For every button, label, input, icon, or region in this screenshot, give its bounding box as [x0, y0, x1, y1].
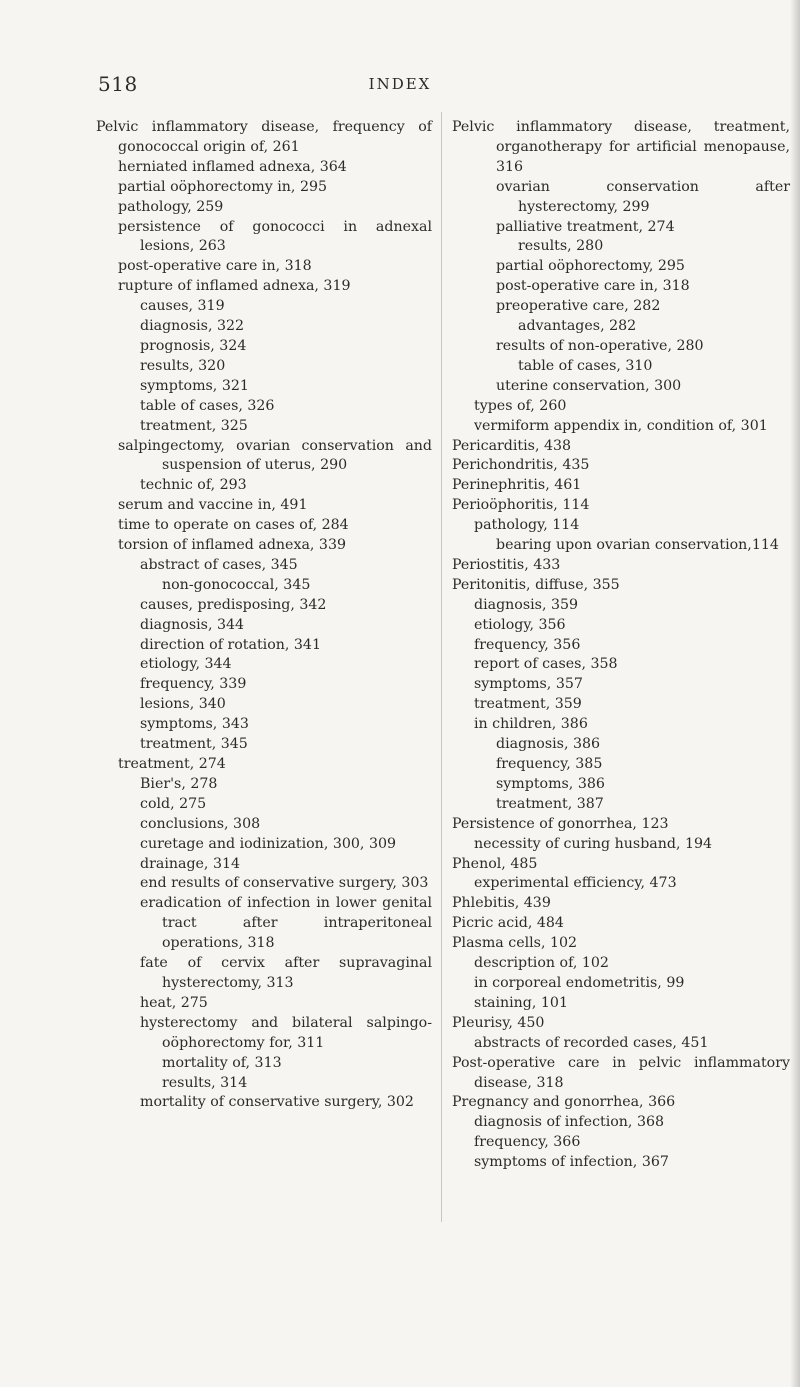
- index-entry: treatment, 345: [140, 736, 248, 753]
- index-entry: mortality of conservative surgery, 302: [140, 1094, 414, 1111]
- index-entry: Plasma cells, 102: [452, 935, 578, 952]
- running-title: INDEX: [368, 75, 432, 93]
- index-entry: Post-operative care in pelvic inflammatory disease, 318: [452, 1054, 790, 1091]
- index-entry: prognosis, 324: [140, 337, 247, 354]
- column-divider: [441, 112, 442, 1222]
- index-entry: lesions, 340: [140, 696, 226, 713]
- index-entry: Pelvic inflammatory disease, treatment, organotherapy for artificial menopause, 316: [452, 119, 790, 175]
- index-entry: bearing upon ovarian conservation,114: [496, 537, 779, 554]
- index-entry: results of non-operative, 280: [496, 337, 704, 354]
- index-entry: symptoms, 357: [474, 676, 583, 693]
- index-entry: diagnosis, 344: [140, 616, 245, 633]
- index-entry: mortality of, 313: [162, 1054, 282, 1071]
- index-entry: uterine conservation, 300: [496, 377, 682, 394]
- index-entry: partial oöphorectomy, 295: [496, 258, 685, 275]
- index-entry: non-gonococcal, 345: [162, 576, 311, 593]
- index-entry: experimental efficiency, 473: [474, 875, 677, 892]
- index-entry: serum and vaccine in, 491: [118, 497, 308, 514]
- index-entry: post-operative care in, 318: [118, 258, 312, 275]
- index-entry: Peritonitis, diffuse, 355: [452, 576, 620, 593]
- index-entry: in corporeal endometritis, 99: [474, 974, 685, 991]
- index-entry: frequency, 366: [474, 1134, 581, 1151]
- index-entry: frequency, 339: [140, 676, 247, 693]
- index-entry: end results of conservative surgery, 303: [140, 875, 429, 892]
- index-entry: herniated inflamed adnexa, 364: [118, 158, 347, 175]
- index-entry: Pleurisy, 450: [452, 1014, 545, 1031]
- index-entry: heat, 275: [140, 994, 208, 1011]
- index-entry: pathology, 114: [474, 517, 580, 534]
- index-entry: symptoms of infection, 367: [474, 1154, 669, 1171]
- index-entry: abstracts of recorded cases, 451: [474, 1034, 709, 1051]
- index-entry: necessity of curing husband, 194: [474, 835, 713, 852]
- index-entry: types of, 260: [474, 397, 567, 414]
- index-entry: report of cases, 358: [474, 656, 618, 673]
- index-entry: diagnosis, 322: [140, 318, 245, 335]
- index-entry: staining, 101: [474, 994, 568, 1011]
- index-entry: vermiform appendix in, condition of, 301: [474, 417, 768, 434]
- index-entry: eradication of infection in lower genital tract after intraperitoneal operations, 318: [140, 895, 432, 952]
- index-entry: etiology, 344: [140, 656, 232, 673]
- index-entry: technic of, 293: [140, 477, 247, 494]
- index-entry: treatment, 274: [118, 756, 226, 772]
- index-entry: Periostitis, 433: [452, 556, 561, 573]
- index-entry: conclusions, 308: [140, 815, 261, 832]
- index-entry: fate of cervix after supravaginal hysterectomy, 313: [140, 955, 432, 991]
- page-edge-shadow: [790, 0, 800, 1387]
- index-column-left: [96, 118, 432, 1113]
- index-column-right: [452, 118, 790, 1173]
- index-entry: torsion of inflamed adnexa, 339: [118, 537, 347, 554]
- page-number: 518: [98, 72, 138, 96]
- index-entry: results, 320: [140, 357, 226, 374]
- index-entry: persistence of gonococci in adnexal lesions, 263: [118, 218, 432, 255]
- index-entry: time to operate on cases of, 284: [118, 517, 349, 534]
- index-entry: treatment, 325: [140, 417, 248, 434]
- index-entry: advantages, 282: [518, 318, 637, 335]
- index-entry: symptoms, 321: [140, 377, 249, 394]
- index-entry: rupture of inflamed adnexa, 319: [118, 278, 351, 295]
- page-header: [0, 72, 800, 96]
- index-entry: symptoms, 343: [140, 716, 249, 733]
- index-entry: pathology, 259: [118, 198, 224, 215]
- index-entry: etiology, 356: [474, 616, 566, 633]
- index-entry: symptoms, 386: [496, 775, 605, 792]
- index-entry: results, 280: [518, 238, 604, 255]
- index-entry: cold, 275: [140, 795, 207, 812]
- index-entry: Perioöphoritis, 114: [452, 497, 590, 514]
- index-entry: diagnosis of infection, 368: [474, 1114, 665, 1131]
- index-entry: direction of rotation, 341: [140, 636, 321, 653]
- index-entry: diagnosis, 386: [496, 736, 601, 753]
- index-entry: Pregnancy and gonorrhea, 366: [452, 1094, 676, 1111]
- index-entry: Bier's, 278: [140, 775, 218, 792]
- index-entry: table of cases, 310: [518, 357, 653, 374]
- index-entry: Picric acid, 484: [452, 915, 564, 932]
- index-entry: salpingectomy, ovarian conservation and suspension of uterus, 290: [118, 437, 432, 474]
- index-entry: Perinephritis, 461: [452, 477, 582, 494]
- index-entry: curetage and iodinization, 300, 309: [140, 835, 397, 852]
- index-entry: treatment, 359: [474, 696, 582, 713]
- index-entry: Perichondritis, 435: [452, 457, 590, 474]
- index-entry: Phenol, 485: [452, 855, 538, 872]
- index-entry: hysterectomy and bilateral salpingo-oöphorectomy for, 311: [140, 1014, 432, 1051]
- index-entry: partial oöphorectomy in, 295: [118, 178, 328, 195]
- index-entry: diagnosis, 359: [474, 596, 579, 613]
- index-entry: causes, predisposing, 342: [140, 596, 327, 613]
- index-entry: treatment, 387: [496, 795, 604, 812]
- index-entry: frequency, 385: [496, 756, 603, 772]
- index-entry: table of cases, 326: [140, 397, 275, 414]
- index-entry: palliative treatment, 274: [496, 218, 675, 235]
- index-entry: abstract of cases, 345: [140, 556, 298, 573]
- index-entry: ovarian conservation after hysterectomy, 299: [496, 178, 790, 215]
- index-entry: frequency, 356: [474, 636, 581, 653]
- index-entry: drainage, 314: [140, 855, 241, 872]
- index-entry: description of, 102: [474, 955, 609, 972]
- index-entry: results, 314: [162, 1074, 248, 1091]
- index-entry: preoperative care, 282: [496, 298, 661, 315]
- index-entry: causes, 319: [140, 298, 225, 315]
- index-entry: Pelvic inflammatory disease, frequency of gonococcal origin of, 261: [96, 119, 432, 155]
- index-entry: Phlebitis, 439: [452, 895, 551, 912]
- index-entry: Pericarditis, 438: [452, 437, 572, 454]
- index-entry: post-operative care in, 318: [496, 278, 690, 295]
- index-entry: Persistence of gonorrhea, 123: [452, 815, 669, 832]
- index-entry: in children, 386: [474, 716, 588, 733]
